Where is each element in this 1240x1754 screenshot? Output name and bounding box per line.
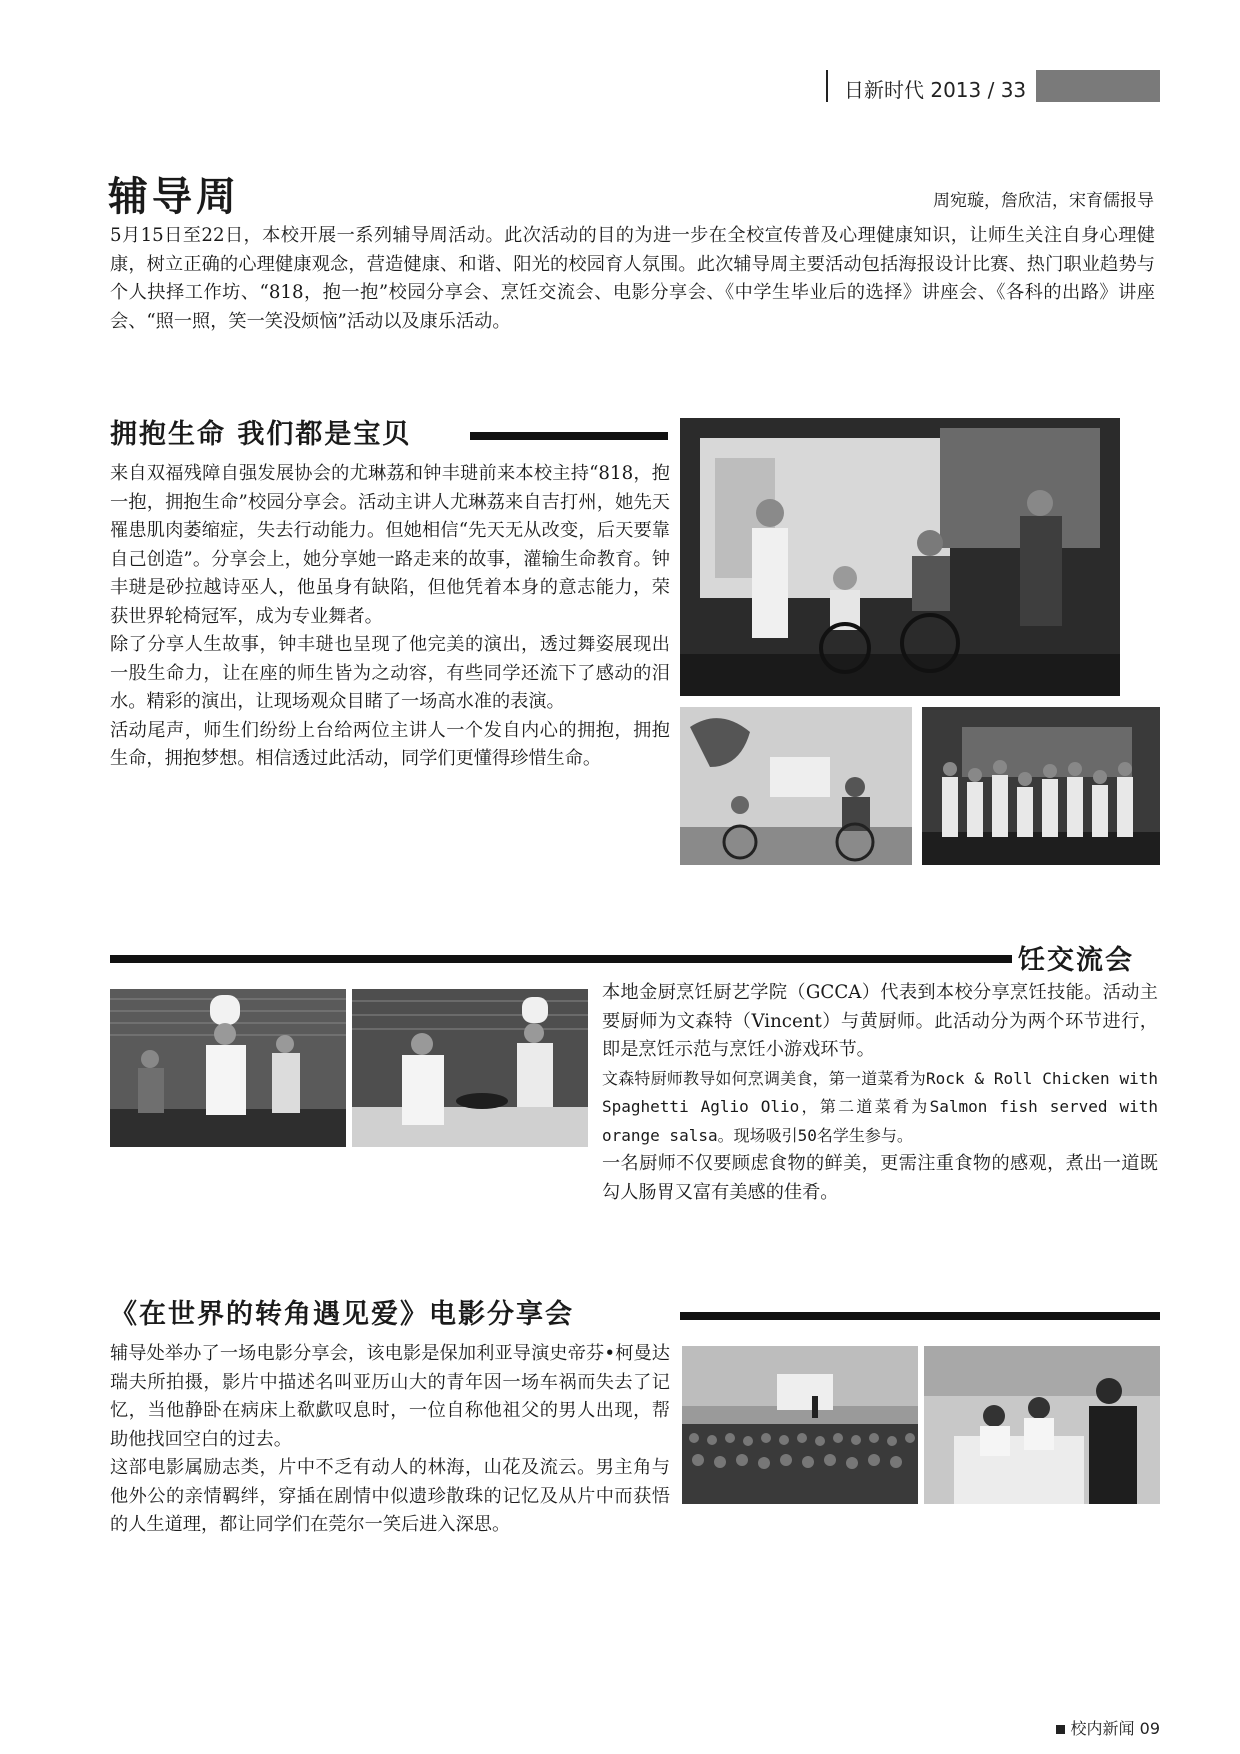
section2-paragraph: 一名厨师不仅要顾虑食物的鲜美，更需注重食物的感观，煮出一道既勾人肠胃又富有美感的佳肴。	[602, 1153, 1158, 1203]
page-footer	[1056, 1716, 1160, 1739]
section1-paragraph: 除了分享人生故事，钟丰琎也呈现了他完美的演出，透过舞姿展现出一股生命力，让在座的师生皆为之动容，有些同学还流下了感动的泪水。精彩的演出，让现场观众目睹了一场高水准的表演。	[110, 634, 670, 712]
header-gray-block	[1036, 70, 1160, 102]
section1-paragraph: 来自双福残障自强发展协会的尤琳荔和钟丰琎前来本校主持“818，抱一抱，拥抱生命”校园分享会。活动主讲人尤琳荔来自吉打州，她先天罹患肌肉萎缩症，失去行动能力。但她相信“先天无从改变，后天要靠自己创造”。分享会上，她分享她一路走来的故事，灌输生命教育。钟丰琎是砂拉越诗巫人，他虽身有缺陷，但他凭着本身的意志能力，荣获世界轮椅冠军，成为专业舞者。	[110, 463, 670, 627]
section3-paragraph: 辅导处举办了一场电影分享会，该电影是保加利亚导演史帝芬•柯曼达瑞夫所拍摄，影片中描述名叫亚历山大的青年因一场车祸而失去了记忆，当他静卧在病床上欷歔叹息时，一位自称他祖父的男人出现，帮助他找回空白的过去。	[110, 1343, 670, 1450]
section2-rule	[110, 955, 1012, 963]
footer-square-icon	[1056, 1725, 1065, 1734]
photo-wheelchair-performance	[680, 707, 912, 865]
footer-label: 校内新闻 09	[1070, 1719, 1160, 1738]
page-title: 辅导周	[108, 173, 240, 220]
photo-chef-demo-1	[110, 989, 346, 1147]
intro-paragraph: 5月15日至22日，本校开展一系列辅导周活动。此次活动的目的为进一步在全校宣传普及心理健康知识，让师生关注自身心理健康，树立正确的心理健康观念，营造健康、和谐、阳光的校园育人氛围。此次辅导周主要活动包括海报设计比赛、热门职业趋势与个人抉择工作坊、“818，抱一抱”校园分享会、烹饪交流会、电影分享会、《中学生毕业后的选择》讲座会、《各科的出路》讲座会、“照一照，笑一笑没烦恼”活动以及康乐活动。	[110, 225, 1155, 332]
section3-rule	[680, 1312, 1160, 1320]
byline: 周宛璇，詹欣洁，宋育儒报导	[933, 191, 1154, 211]
section1-body	[110, 460, 670, 774]
section1-rule	[470, 432, 668, 440]
section1-paragraph: 活动尾声，师生们纷纷上台给两位主讲人一个发自内心的拥抱，拥抱生命，拥抱梦想。相信透过此活动，同学们更懂得珍惜生命。	[110, 719, 670, 769]
photo-stage-presentation	[680, 418, 1120, 696]
section2-paragraph: 文森特厨师教导如何烹调美食，第一道菜肴为Rock & Roll Chicken with Spaghetti Aglio Olio，第二道菜肴为Salmon fish served with orange salsa。现场吸引50名学生参与。	[602, 1068, 1158, 1145]
section2-paragraph: 本地金厨烹饪厨艺学院（GCCA）代表到本校分享烹饪技能。活动主要厨师为文森特（Vincent）与黄厨师。此活动分为两个环节进行，即是烹饪示范与烹饪小游戏环节。	[602, 982, 1158, 1060]
section3-title: 《在世界的转角遇见爱》电影分享会	[110, 1299, 574, 1330]
issue-label: 日新时代 2013 / 33	[844, 78, 1027, 102]
section3-body	[110, 1340, 670, 1540]
photo-chef-demo-2	[352, 989, 588, 1147]
header-divider	[826, 70, 828, 102]
photo-group-activity	[924, 1346, 1160, 1504]
photo-group-hug	[922, 707, 1160, 865]
section2-body	[602, 979, 1158, 1207]
section1-title: 拥抱生命 我们都是宝贝	[110, 419, 412, 450]
section2-title: 饪交流会	[1018, 945, 1134, 976]
photo-movie-screening	[682, 1346, 918, 1504]
section3-paragraph: 这部电影属励志类，片中不乏有动人的林海，山花及流云。男主角与他外公的亲情羁绊，穿插在剧情中似遗珍散珠的记忆及从片中而获悟的人生道理，都让同学们在莞尔一笑后进入深思。	[110, 1457, 670, 1535]
